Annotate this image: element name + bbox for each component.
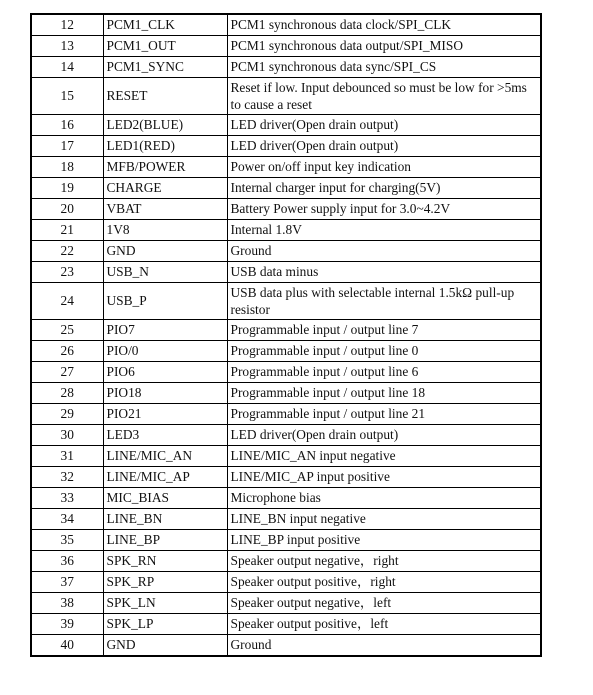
pin-description: LINE/MIC_AN input negative [227,446,541,467]
pin-number: 16 [31,115,103,136]
pin-description: USB data plus with selectable internal 1.5kΩ pull-up resistor [227,283,541,320]
pin-number: 26 [31,341,103,362]
pin-description: Power on/off input key indication [227,157,541,178]
table-row [31,36,541,57]
pin-number: 30 [31,425,103,446]
pin-number: 38 [31,593,103,614]
pin-number: 12 [31,14,103,36]
pin-number: 27 [31,362,103,383]
table-row [31,467,541,488]
pin-name: GND [103,241,227,262]
pin-name: SPK_LP [103,614,227,635]
pin-number: 28 [31,383,103,404]
table-row [31,136,541,157]
pin-name: USB_P [103,283,227,320]
pin-name: RESET [103,78,227,115]
pin-description: Programmable input / output line 18 [227,383,541,404]
pin-description: PCM1 synchronous data output/SPI_MISO [227,36,541,57]
table-row [31,78,541,115]
table-row [31,362,541,383]
pin-name: PCM1_CLK [103,14,227,36]
pin-description: Ground [227,635,541,657]
pin-name: SPK_LN [103,593,227,614]
pin-name: PIO/0 [103,341,227,362]
table-row [31,425,541,446]
pin-description: Reset if low. Input debounced so must be low for >5ms to cause a reset [227,78,541,115]
table-row [31,446,541,467]
pin-number: 39 [31,614,103,635]
table-row [31,383,541,404]
pin-number: 25 [31,320,103,341]
table-row [31,220,541,241]
table-row [31,404,541,425]
pin-name: PIO18 [103,383,227,404]
pin-name: LINE/MIC_AP [103,467,227,488]
pin-description: Ground [227,241,541,262]
pin-name: VBAT [103,199,227,220]
pin-number: 22 [31,241,103,262]
pin-number: 36 [31,551,103,572]
pin-description: PCM1 synchronous data sync/SPI_CS [227,57,541,78]
pin-name: MFB/POWER [103,157,227,178]
table-row [31,635,541,657]
pin-number: 21 [31,220,103,241]
pin-description: Speaker output positive，right [227,572,541,593]
table-row [31,199,541,220]
pin-name: USB_N [103,262,227,283]
pin-description: Speaker output negative，right [227,551,541,572]
table-row [31,320,541,341]
table-row [31,57,541,78]
table-row [31,572,541,593]
pin-name: SPK_RN [103,551,227,572]
pin-number: 20 [31,199,103,220]
pin-description: LED driver(Open drain output) [227,136,541,157]
pin-description: Programmable input / output line 6 [227,362,541,383]
pin-number: 23 [31,262,103,283]
table-row [31,593,541,614]
pin-number: 14 [31,57,103,78]
pin-description: LINE/MIC_AP input positive [227,467,541,488]
pin-number: 33 [31,488,103,509]
table-row [31,488,541,509]
table-row [31,14,541,36]
pin-name: PIO21 [103,404,227,425]
table-row [31,115,541,136]
pin-name: LINE_BP [103,530,227,551]
pin-name: PCM1_OUT [103,36,227,57]
pin-number: 19 [31,178,103,199]
table-row [31,551,541,572]
pin-description: LED driver(Open drain output) [227,115,541,136]
pin-description: Internal 1.8V [227,220,541,241]
pin-number: 40 [31,635,103,657]
pin-number: 18 [31,157,103,178]
pin-number: 37 [31,572,103,593]
table-row [31,283,541,320]
pin-description: Internal charger input for charging(5V) [227,178,541,199]
pin-description: Programmable input / output line 0 [227,341,541,362]
pin-number: 13 [31,36,103,57]
pin-number: 31 [31,446,103,467]
pin-number: 34 [31,509,103,530]
pin-name: 1V8 [103,220,227,241]
pin-description: Battery Power supply input for 3.0~4.2V [227,199,541,220]
pin-description: PCM1 synchronous data clock/SPI_CLK [227,14,541,36]
pin-name: LED3 [103,425,227,446]
pin-description: Microphone bias [227,488,541,509]
pin-name: CHARGE [103,178,227,199]
pin-number: 32 [31,467,103,488]
table-row [31,341,541,362]
pin-definition-table [30,13,542,657]
table-row [31,178,541,199]
pin-name: LINE/MIC_AN [103,446,227,467]
pin-number: 17 [31,136,103,157]
pin-name: SPK_RP [103,572,227,593]
pin-number: 24 [31,283,103,320]
table-row [31,509,541,530]
table-row [31,614,541,635]
pin-description: LED driver(Open drain output) [227,425,541,446]
pin-number: 29 [31,404,103,425]
table-row [31,241,541,262]
pin-name: GND [103,635,227,657]
pin-description: Programmable input / output line 7 [227,320,541,341]
table-row [31,157,541,178]
pin-description: Speaker output negative，left [227,593,541,614]
pin-name: LINE_BN [103,509,227,530]
pin-name: PCM1_SYNC [103,57,227,78]
table-row [31,530,541,551]
pin-name: PIO7 [103,320,227,341]
pin-description: USB data minus [227,262,541,283]
table-row [31,262,541,283]
pin-description: LINE_BP input positive [227,530,541,551]
pin-name: PIO6 [103,362,227,383]
pin-number: 35 [31,530,103,551]
pin-name: LED1(RED) [103,136,227,157]
pin-description: LINE_BN input negative [227,509,541,530]
pin-description: Speaker output positive，left [227,614,541,635]
pin-name: MIC_BIAS [103,488,227,509]
pin-description: Programmable input / output line 21 [227,404,541,425]
pin-name: LED2(BLUE) [103,115,227,136]
pin-number: 15 [31,78,103,115]
